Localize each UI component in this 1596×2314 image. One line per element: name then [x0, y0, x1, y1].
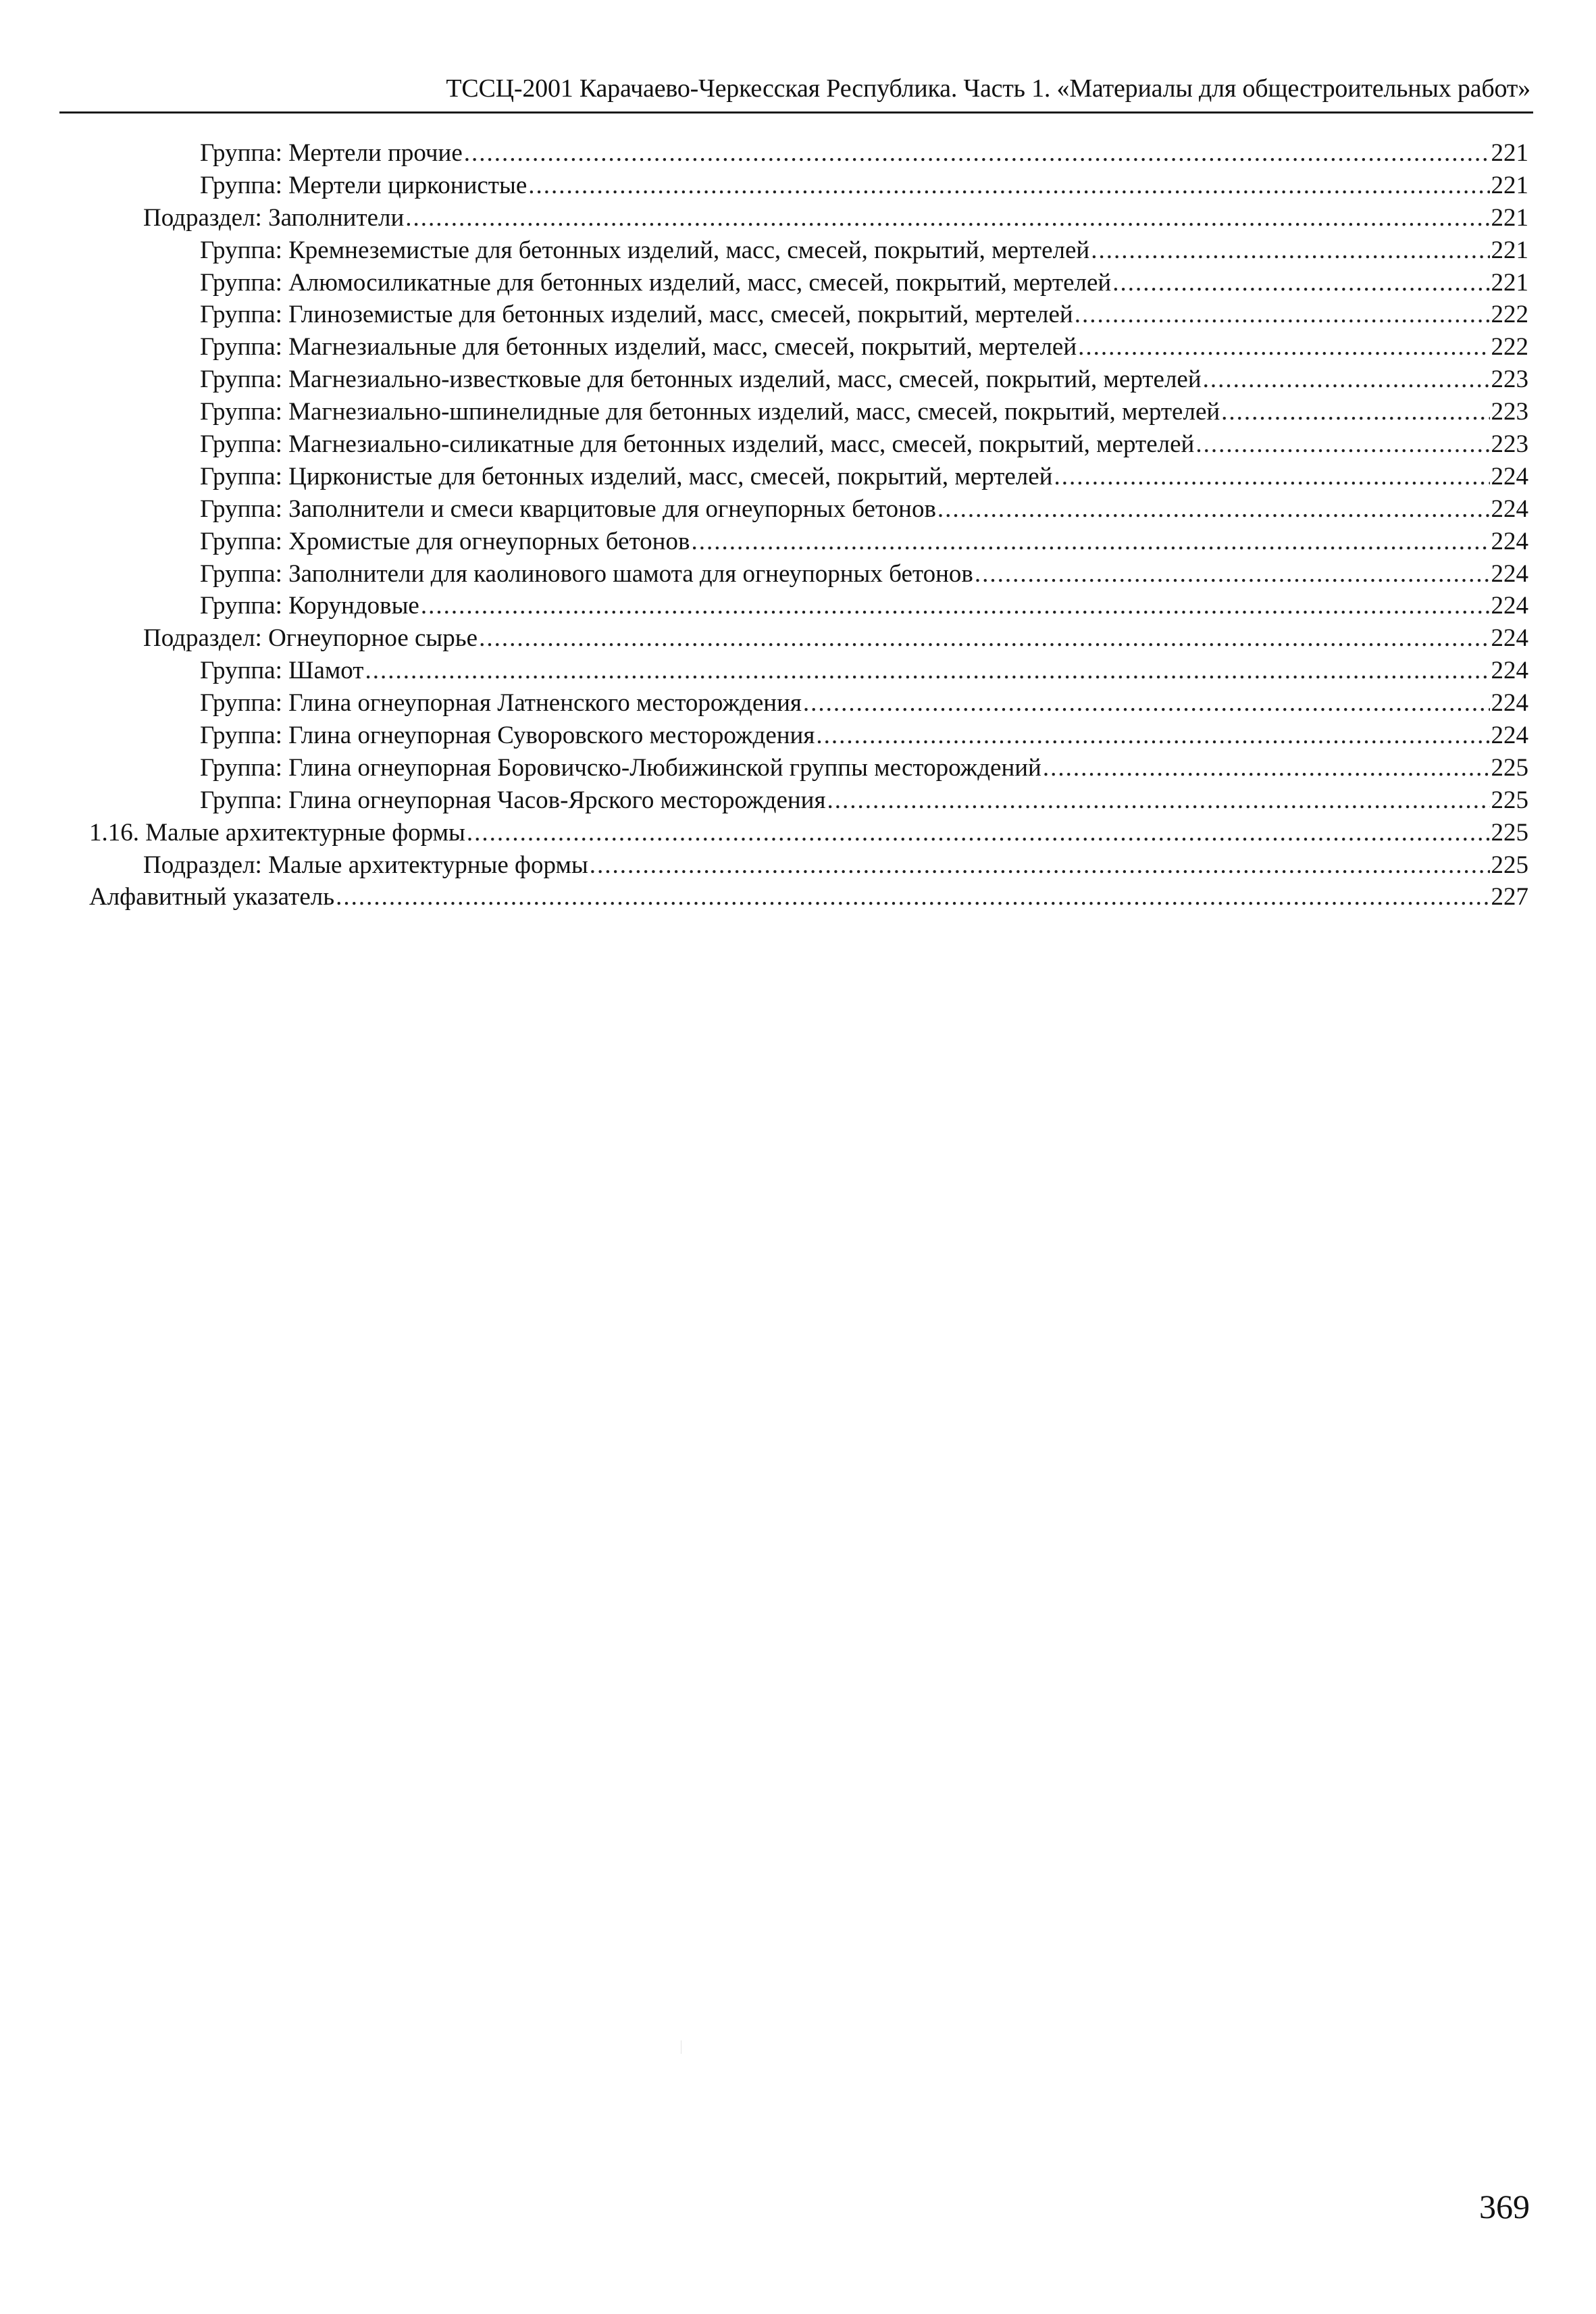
toc-entry-page: 224: [1491, 624, 1528, 653]
toc-dot-leader: [590, 849, 1490, 882]
toc-entry[interactable]: [0, 590, 1528, 622]
toc-entry[interactable]: [0, 526, 1528, 558]
toc-entry-title: Группа: Хромистые для огнеупорных бетонов: [200, 527, 690, 555]
toc-entry-title: Группа: Магнезиальные для бетонных изделий, масс, смесей, покрытий, мертелей: [200, 333, 1077, 361]
toc-dot-leader: [528, 170, 1489, 202]
toc-entry[interactable]: [0, 170, 1528, 202]
toc-entry[interactable]: [0, 881, 1528, 913]
toc-dot-leader: [803, 687, 1490, 720]
toc-entry-page: 224: [1491, 592, 1528, 620]
toc-entry[interactable]: [0, 622, 1528, 655]
toc-entry-title: Группа: Шамот: [200, 657, 364, 685]
toc-entry-title: Группа: Глина огнеупорная Суворовского месторождения: [200, 722, 815, 750]
toc-entry-page: 225: [1491, 753, 1528, 782]
toc-dot-leader: [365, 655, 1489, 687]
page-number: 369: [1479, 2188, 1530, 2225]
toc-entry-page: 221: [1491, 236, 1528, 264]
toc-dot-leader: [937, 493, 1490, 526]
toc-entry-page: 224: [1491, 559, 1528, 588]
toc-entry-title: Группа: Глина огнеупорная Боровичско-Любижинской группы месторождений: [200, 753, 1041, 782]
toc-entry[interactable]: [0, 331, 1528, 363]
toc-entry[interactable]: [0, 363, 1528, 396]
toc-entry-title: Группа: Цирконистые для бетонных изделий, масс, смесей, покрытий, мертелей: [200, 462, 1053, 491]
toc-entry-page: 225: [1491, 851, 1528, 879]
toc-entry-page: 221: [1491, 268, 1528, 297]
header-rule: [59, 111, 1533, 114]
toc-dot-leader: [1112, 267, 1489, 299]
toc-entry[interactable]: [0, 784, 1528, 817]
toc-entry-page: 224: [1491, 495, 1528, 523]
toc-entry[interactable]: [0, 428, 1528, 461]
toc-dot-leader: [479, 622, 1489, 655]
toc-entry-page: 223: [1491, 398, 1528, 426]
toc-entry[interactable]: [0, 558, 1528, 590]
toc-dot-leader: [336, 881, 1489, 913]
toc-entry-title: Группа: Глиноземистые для бетонных изделий, масс, смесей, покрытий, мертелей: [200, 301, 1073, 329]
toc-entry-title: Алфавитный указатель: [89, 883, 335, 911]
toc-entry-title: Группа: Корундовые: [200, 592, 419, 620]
toc-entry[interactable]: [0, 655, 1528, 687]
toc-dot-leader: [464, 137, 1490, 170]
toc-dot-leader: [1043, 752, 1490, 784]
toc-entry-page: 224: [1491, 657, 1528, 685]
toc-entry-page: 225: [1491, 818, 1528, 847]
toc-entry-title: Группа: Мертели цирконистые: [200, 171, 527, 199]
toc-entry-title: Группа: Мертели прочие: [200, 139, 463, 167]
running-header: ТССЦ-2001 Карачаево-Черкесская Республика. Часть 1. «Материалы для общестроительных работ»: [446, 74, 1530, 103]
toc-entry-title: Подраздел: Заполнители: [143, 203, 405, 232]
toc-entry[interactable]: [0, 137, 1528, 170]
toc-dot-leader: [827, 784, 1490, 817]
toc-entry-title: Группа: Кремнеземистые для бетонных изделий, масс, смесей, покрытий, мертелей: [200, 236, 1090, 264]
toc-entry-page: 221: [1491, 203, 1528, 232]
toc-entry-page: 224: [1491, 722, 1528, 750]
table-of-contents: [0, 137, 1528, 913]
toc-entry-title: Группа: Глина огнеупорная Часов-Ярского месторождения: [200, 786, 826, 814]
toc-dot-leader: [1203, 363, 1490, 396]
toc-entry[interactable]: [0, 461, 1528, 493]
toc-entry-page: 227: [1491, 883, 1528, 911]
toc-entry[interactable]: [0, 752, 1528, 784]
toc-entry-title: Подраздел: Огнеупорное сырье: [143, 624, 478, 653]
toc-dot-leader: [691, 526, 1489, 558]
toc-entry-title: 1.16. Малые архитектурные формы: [89, 818, 465, 847]
toc-entry-title: Группа: Магнезиально-силикатные для бетонных изделий, масс, смесей, покрытий, мертелей: [200, 430, 1195, 459]
toc-entry-page: 221: [1491, 171, 1528, 199]
toc-entry[interactable]: [0, 202, 1528, 234]
toc-entry[interactable]: [0, 396, 1528, 428]
toc-entry[interactable]: [0, 849, 1528, 882]
toc-entry-page: 222: [1491, 333, 1528, 361]
toc-entry-title: Группа: Алюмосиликатные для бетонных изделий, масс, смесей, покрытий, мертелей: [200, 268, 1112, 297]
toc-entry[interactable]: [0, 817, 1528, 849]
toc-entry[interactable]: [0, 267, 1528, 299]
toc-dot-leader: [816, 720, 1489, 752]
toc-dot-leader: [1078, 331, 1489, 363]
toc-dot-leader: [1221, 396, 1489, 428]
toc-entry-title: Группа: Глина огнеупорная Латненского месторождения: [200, 689, 802, 718]
toc-entry-title: Подраздел: Малые архитектурные формы: [143, 851, 588, 879]
toc-entry-page: 223: [1491, 430, 1528, 459]
toc-dot-leader: [421, 590, 1490, 622]
toc-dot-leader: [1075, 299, 1490, 331]
toc-entry-page: 224: [1491, 689, 1528, 718]
toc-entry-page: 222: [1491, 301, 1528, 329]
toc-entry[interactable]: [0, 234, 1528, 267]
toc-entry-title: Группа: Заполнители и смеси кварцитовые для огнеупорных бетонов: [200, 495, 936, 523]
toc-entry-page: 225: [1491, 786, 1528, 814]
toc-entry-page: 223: [1491, 366, 1528, 394]
toc-dot-leader: [467, 817, 1490, 849]
toc-dot-leader: [1054, 461, 1489, 493]
toc-entry[interactable]: [0, 493, 1528, 526]
toc-entry[interactable]: [0, 687, 1528, 720]
toc-dot-leader: [975, 558, 1490, 590]
toc-entry-title: Группа: Магнезиально-шпинелидные для бетонных изделий, масс, смесей, покрытий, мертелей: [200, 398, 1220, 426]
toc-entry-page: 221: [1491, 139, 1528, 167]
toc-entry-page: 224: [1491, 462, 1528, 491]
toc-entry[interactable]: [0, 720, 1528, 752]
toc-dot-leader: [1091, 234, 1489, 267]
toc-entry-page: 224: [1491, 527, 1528, 555]
toc-entry[interactable]: [0, 299, 1528, 331]
toc-dot-leader: [405, 202, 1489, 234]
toc-dot-leader: [1195, 428, 1489, 461]
toc-entry-title: Группа: Магнезиально-известковые для бетонных изделий, масс, смесей, покрытий, мертелей: [200, 366, 1202, 394]
toc-entry-title: Группа: Заполнители для каолинового шамота для огнеупорных бетонов: [200, 559, 973, 588]
